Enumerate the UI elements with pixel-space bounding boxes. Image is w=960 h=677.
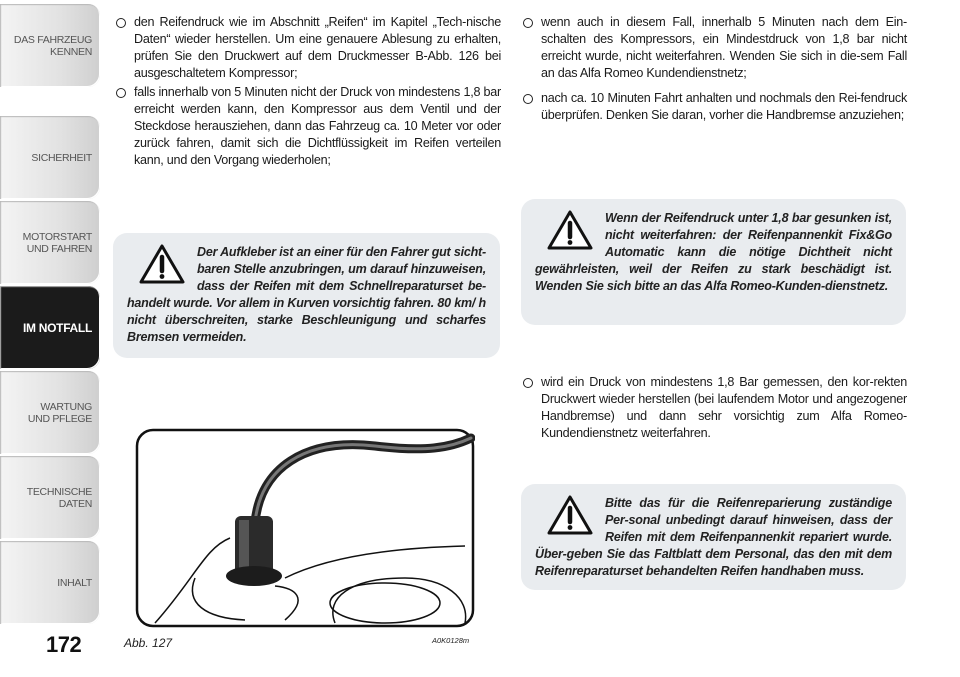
warning-text: Bitte das für die Reifenreparierung zuständige Per-sonal unbedingt darauf hinweisen, dass der Reifen mit dem Reifenpannenkit repariert wurde. Über-geben Sie das Faltblatt dem Personal, das den mit dem Reifenreparaturset behandelten Reifen handhaben muss. (535, 496, 892, 578)
warning-box-sticker (113, 233, 500, 358)
list-item: wird ein Druck von mindestens 1,8 Bar gemessen, den kor-rekten Druckwert wieder herstellen (bei laufendem Motor und angezogener Handbremse) und dann sehr vorsichtig zum Alfa Romeo-Kundendienstnetz weiterfahren. (523, 374, 907, 442)
tab-inhalt[interactable] (0, 541, 100, 624)
figure-compressor-socket (135, 428, 475, 628)
tab-label: DAS FAHRZEUG KENNEN (13, 33, 92, 58)
right-column-top (523, 14, 907, 126)
tab-technische-daten[interactable] (0, 456, 100, 539)
tab-wartung-und-pflege[interactable] (0, 371, 100, 454)
warning-box-personnel (521, 484, 906, 590)
tab-label: WARTUNG UND PFLEGE (27, 400, 92, 425)
tab-im-notfall[interactable] (0, 286, 100, 369)
warning-triangle-icon (547, 495, 593, 535)
figure-caption: Abb. 127 (124, 636, 173, 650)
list-item: falls innerhalb von 5 Minuten nicht der Druck von mindestens 1,8 bar erreicht werden kann, den Kompressor aus dem Ventil und der Steckdose herausziehen, dann das Fahrzeug ca. 10 Meter vor oder zurück fahren, damit sich die Dichtflüssigkeit im Reifen verteilen kann, und den Vorgang wiederholen; (116, 84, 501, 169)
warning-triangle-icon (139, 244, 185, 284)
tab-label: TECHNISCHE DATEN (26, 485, 92, 510)
tab-label: IM NOTFALL (23, 320, 92, 335)
warning-text: Wenn der Reifendruck unter 1,8 bar gesunken ist, nicht weiterfahren: der Reifenpannenkit Fix&Go Automatic kann die nötige Dichtheit nicht gewährleisten, weil der Reifen zu stark beschädigt ist. Wenden Sie sich bitte an das Alfa Romeo-Kunden-dienstnetz. (535, 211, 892, 293)
warning-box-low-pressure (521, 199, 906, 325)
warning-triangle-icon (547, 210, 593, 250)
list-item: nach ca. 10 Minuten Fahrt anhalten und nochmals den Rei-fendruck überprüfen. Denken Sie daran, vorher die Handbremse anzuziehen; (523, 90, 907, 124)
tab-label: SICHERHEIT (31, 151, 92, 164)
tab-das-fahrzeug-kennen[interactable] (0, 4, 100, 87)
left-column (116, 14, 501, 171)
tab-label: MOTORSTART UND FAHREN (22, 230, 92, 255)
warning-text: Der Aufkleber ist an einer für den Fahrer gut sicht-baren Stelle anzubringen, um darauf hinzuweisen, dass der Reifen mit dem Schnellreparaturset be-handelt wurde. Vor allem in Kurven vorsichtig fahren. 80 km/ h nicht überschreiten, starke Beschleunigung und scharfes Bremsen vermeiden. (127, 245, 486, 344)
list-item: den Reifendruck wie im Abschnitt „Reifen“ im Kapitel „Tech-nische Daten“ wieder herstellen. Um eine genauere Ablesung zu erhalten, prüfen Sie den Druckwert auf dem Druckmesser B-Abb. 126 bei ausgeschaltetem Kompressor; (116, 14, 501, 82)
tab-label: INHALT (57, 576, 92, 589)
figure-code: A0K0128m (432, 636, 470, 645)
tab-motorstart-und-fahren[interactable] (0, 201, 100, 284)
tab-sicherheit[interactable] (0, 116, 100, 199)
page-number: 172 (46, 632, 82, 657)
right-column-middle (523, 374, 907, 444)
list-item: wenn auch in diesem Fall, innerhalb 5 Minuten nach dem Ein-schalten des Kompressors, ein Mindestdruck von 1,8 bar nicht erreicht wurde, nicht weiterfahren. Wenden Sie sich in die-sem Fall an das Alfa Romeo Kundendienstnetz; (523, 14, 907, 82)
